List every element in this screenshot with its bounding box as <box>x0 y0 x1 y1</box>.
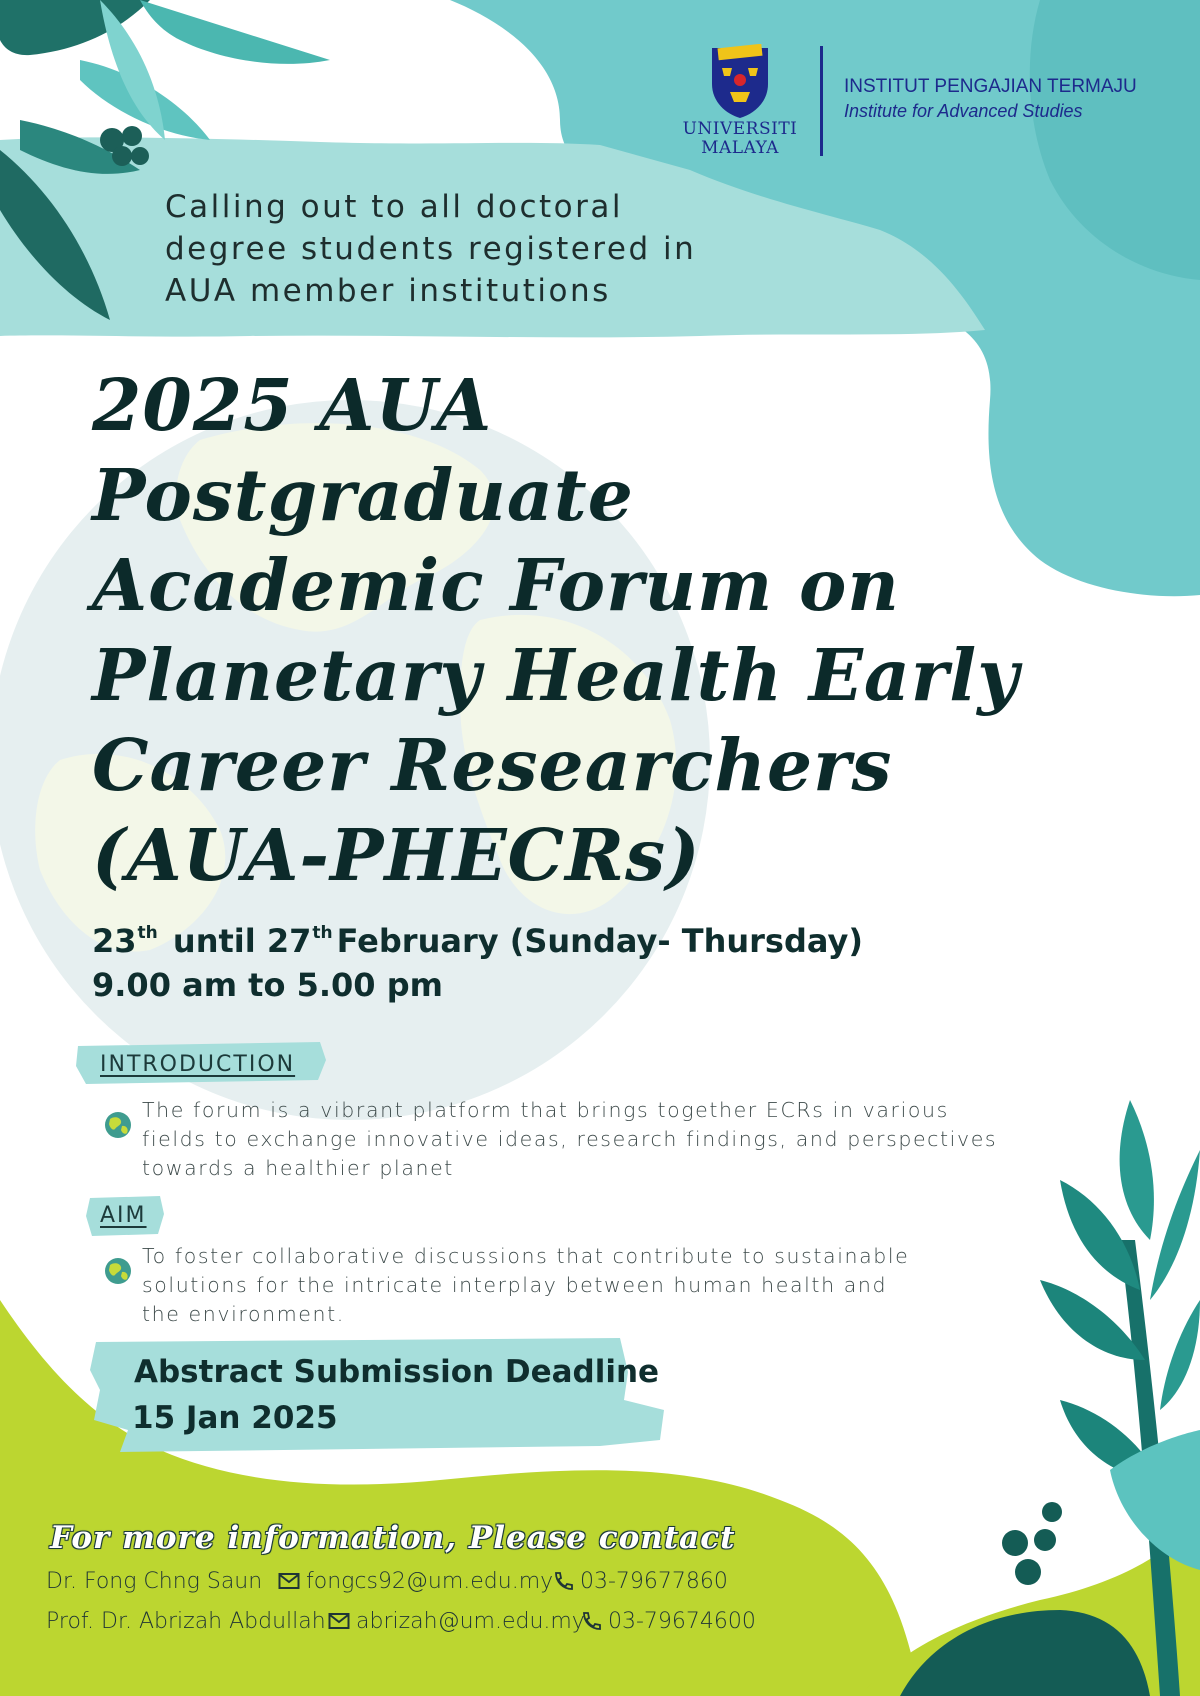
contact-email[interactable]: fongcs92@um.edu.my <box>278 1569 553 1594</box>
contact-heading: For more information, Please contact <box>50 1520 736 1556</box>
event-date: 23th until 27th February (Sunday- Thursday) <box>92 922 863 960</box>
globe-icon <box>104 1111 132 1139</box>
contact-email[interactable]: abrizah@um.edu.my <box>328 1609 585 1634</box>
introduction-text: The forum is a vibrant platform that brings together ECRs in various fields to exchange innovative ideas, research findings, and perspectives towards a healthier planet <box>142 1098 998 1180</box>
contact-phone[interactable]: 03-79677860 <box>552 1569 728 1594</box>
institute-name: INSTITUT PENGAJIAN TERMAJU <box>844 76 1137 97</box>
institute-name-english: Institute for Advanced Studies <box>844 101 1083 121</box>
mail-icon <box>328 1611 350 1631</box>
aim-heading: AIM <box>100 1203 147 1228</box>
deadline-label: Abstract Submission Deadline <box>134 1354 660 1390</box>
event-title: 2025 AUA Postgraduate Academic Forum on Planetary Health Early Career Researchers (AUA-PHECRs) <box>92 363 1020 897</box>
callout-text: Calling out to all doctoral degree students registered in AUA member institutions <box>165 189 697 309</box>
event-time: 9.00 am to 5.00 pm <box>92 966 443 1004</box>
phone-icon <box>552 1571 574 1591</box>
contact-name: Dr. Fong Chng Saun <box>46 1569 263 1594</box>
contact-phone[interactable]: 03-79674600 <box>580 1609 756 1634</box>
phone-icon <box>580 1611 602 1631</box>
logo-divider <box>820 46 823 156</box>
contact-name: Prof. Dr. Abrizah Abdullah <box>46 1609 326 1634</box>
mail-icon <box>278 1571 300 1591</box>
aim-text: To foster collaborative discussions that contribute to sustainable solutions for the intricate interplay between human health and the environment. <box>142 1244 910 1326</box>
globe-icon <box>104 1257 132 1285</box>
university-crest-icon <box>708 44 772 120</box>
university-logo <box>670 40 1160 170</box>
university-name: UNIVERSITI MALAYA <box>682 119 798 158</box>
introduction-heading: INTRODUCTION <box>100 1052 296 1077</box>
deadline-date: 15 Jan 2025 <box>132 1400 338 1436</box>
